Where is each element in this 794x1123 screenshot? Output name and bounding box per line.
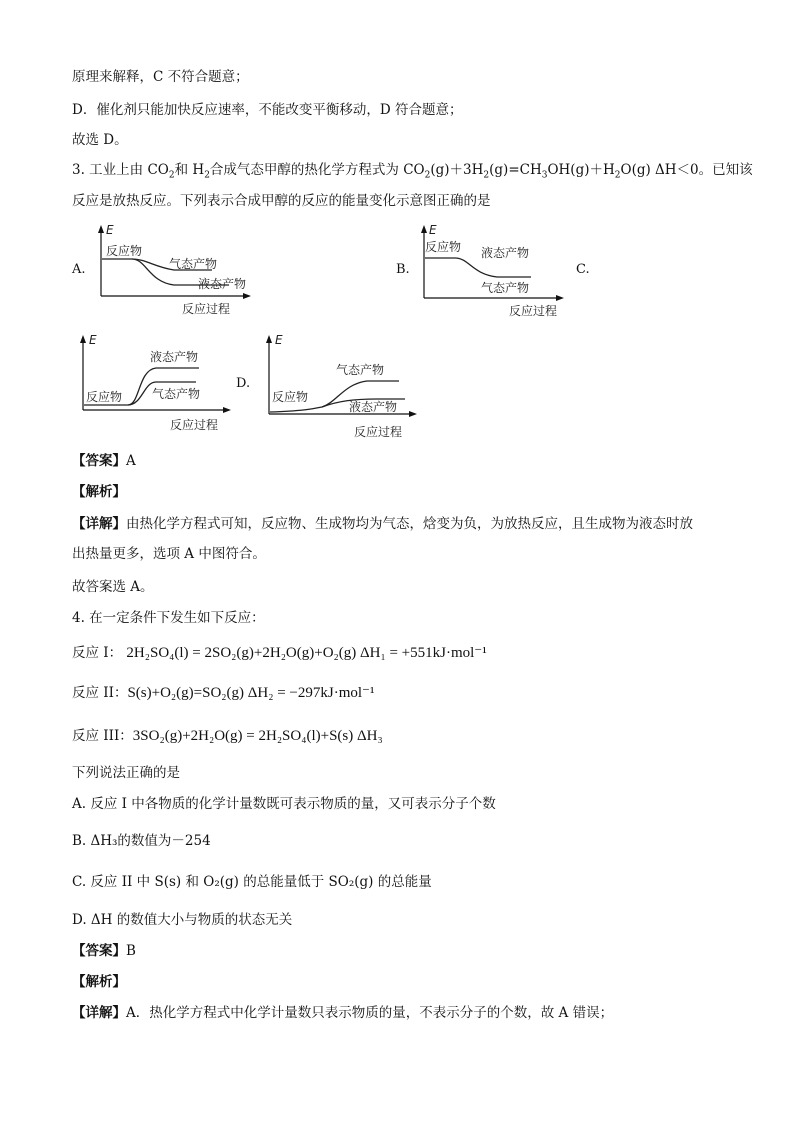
- option-label-c: C.: [576, 262, 590, 277]
- answer-line: 【答案】A: [72, 453, 136, 469]
- gas-product-label: 气态产物: [481, 281, 530, 295]
- reactant-label: 反应物: [106, 244, 143, 258]
- option-d: D. ΔH 的数值大小与物质的状态无关: [72, 912, 293, 928]
- reaction-3: 反应 III：3SO₂(g)+2H₂O(g) = 2H₂SO₄(l)+S(s) ΔH₃: [72, 728, 383, 744]
- text-line: 故答案选 A。: [72, 579, 154, 595]
- energy-axis-label: E: [275, 333, 283, 347]
- x-axis-label: 反应过程: [182, 302, 231, 316]
- x-axis-label: 反应过程: [509, 304, 558, 318]
- liquid-product-label: 液态产物: [198, 277, 247, 291]
- energy-diagram-b: [417, 222, 567, 320]
- reactant-label: 反应物: [86, 390, 123, 404]
- option-label-d: D.: [236, 376, 251, 391]
- energy-axis-label: E: [89, 333, 97, 347]
- gas-product-label: 气态产物: [152, 387, 201, 401]
- reaction-1: 反应 I： 2H₂SO₄(l) = 2SO₂(g)+2H₂O(g)+O₂(g) ΔH₁ = +551kJ·mol⁻¹: [72, 645, 487, 661]
- gas-product-label: 气态产物: [336, 363, 385, 377]
- question-4-stem: 4. 在一定条件下发生如下反应：: [72, 610, 265, 626]
- analysis-heading: 【解析】: [72, 974, 126, 990]
- energy-diagram-c: [76, 332, 234, 436]
- energy-axis-label: E: [429, 223, 437, 237]
- liquid-product-label: 液态产物: [349, 400, 398, 414]
- reaction-2: 反应 II：S(s)+O₂(g)=SO₂(g) ΔH₂ = −297kJ·mol⁻¹: [72, 685, 375, 701]
- text-line: 故选 D。: [72, 132, 128, 148]
- question-3-stem-2: 反应是放热反应。下列表示合成甲醇的反应的能量变化示意图正确的是: [72, 193, 491, 209]
- question-4-ask: 下列说法正确的是: [72, 765, 180, 781]
- x-axis-label: 反应过程: [170, 418, 219, 432]
- energy-diagram-a: [94, 222, 254, 318]
- gas-product-label: 气态产物: [169, 257, 218, 271]
- detail-line: 出热量更多，选项 A 中图符合。: [72, 546, 266, 562]
- liquid-product-label: 液态产物: [481, 246, 530, 260]
- option-b: B. ΔH₃的数值为－254: [72, 833, 211, 849]
- analysis-heading: 【解析】: [72, 484, 126, 500]
- option-label-b: B.: [396, 262, 410, 277]
- option-label-a: A.: [72, 262, 86, 277]
- x-axis-label: 反应过程: [354, 425, 403, 439]
- energy-axis-label: E: [106, 223, 114, 237]
- text-line: D．催化剂只能加快反应速率，不能改变平衡移动，D 符合题意；: [72, 102, 463, 118]
- detail-line: 【详解】由热化学方程式可知，反应物、生成物均为气态，焓变为负，为放热反应，且生成物为液态时放: [72, 516, 693, 532]
- option-c: C. 反应 II 中 S(s) 和 O₂(g) 的总能量低于 SO₂(g) 的总能量: [72, 874, 432, 890]
- detail-line: 【详解】A．热化学方程式中化学计量数只表示物质的量，不表示分子的个数，故 A 错误；: [72, 1005, 614, 1021]
- answer-line: 【答案】B: [72, 943, 136, 959]
- reactant-label: 反应物: [425, 240, 462, 254]
- question-3-stem: 3. 工业上由 $CO_2$和 $H_2$合成气态甲醇的热化学方程式为 $CO_2(g)+3H_2(g)=CH_3OH(g)+H_2O(g)$ ΔH＜0。已知该: [72, 162, 753, 181]
- text-line: 原理来解释，C 不符合题意；: [72, 69, 249, 85]
- option-a: A. 反应 I 中各物质的化学计量数既可表示物质的量，又可表示分子个数: [72, 796, 496, 812]
- liquid-product-label: 液态产物: [150, 350, 199, 364]
- energy-diagram-d: [262, 332, 420, 442]
- reactant-label: 反应物: [272, 390, 309, 404]
